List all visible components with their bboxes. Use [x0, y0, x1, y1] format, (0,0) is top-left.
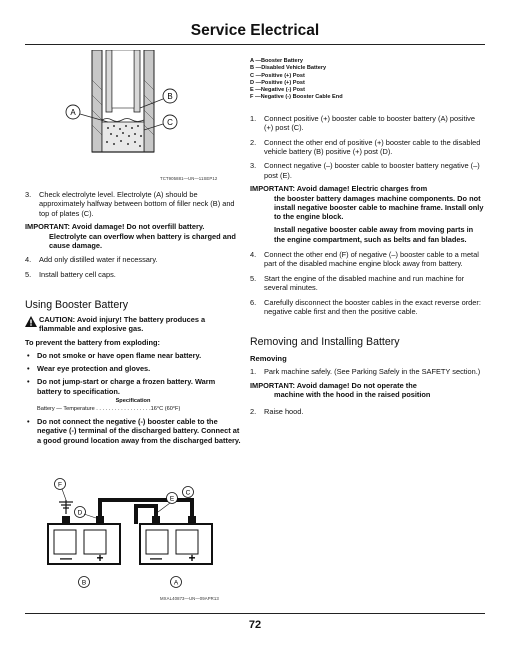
- plus-a: +: [188, 551, 196, 565]
- label-d: D: [77, 509, 83, 517]
- boost-step-2: 2. Connect the other end of positive (+) booster cable to the disabled vehicle battery (B) positive (+) post (D).: [250, 137, 481, 156]
- page-title: Service Electrical: [190, 22, 320, 39]
- minus-b: —: [60, 551, 72, 565]
- step-3: 3. Check electrolyte level. Electrolyte (A) should be approximately halfway between bottom of filler neck (B) and top of plates (C).: [25, 190, 235, 218]
- booster-cable-figure: [40, 478, 240, 590]
- caution-block: CAUTION: Avoid injury! The battery produces a flammable and explosive gas.: [25, 315, 241, 334]
- label-f: F: [58, 481, 62, 489]
- label-b: B: [81, 579, 87, 587]
- label-c: C: [167, 118, 173, 127]
- legend: [250, 58, 486, 102]
- remove-step-1: 1. Park machine safely. (See Parking Safely in the SAFETY section.): [250, 367, 481, 377]
- legend-item: B —Disabled Vehicle Battery: [250, 65, 327, 72]
- label-a: A: [70, 108, 76, 117]
- boost-step-3: 3. Connect negative (–) booster cable to booster battery negative (–) post (E).: [250, 161, 480, 180]
- step-5: 5. Install battery cell caps.: [25, 269, 116, 279]
- warning-icon: [25, 316, 37, 327]
- bullet-no-smoke: • Do not smoke or have open flame near battery.: [25, 351, 241, 360]
- important-overfill: IMPORTANT: Avoid damage! Do not overfill battery. Electrolyte can overflow when battery is charged and cause damage.: [25, 222, 236, 250]
- removing-subheading: Removing: [250, 354, 287, 364]
- bullet-frozen-battery: • Do not jump-start or charge a frozen battery. Warm battery to specification.: [25, 377, 241, 396]
- footer-rule: [25, 613, 485, 614]
- spec-row: Battery — Temperature . . . . . . . . . . . . . . . . . .16°C (60°F): [37, 406, 181, 412]
- legend-item: C —Positive (+) Post: [250, 72, 305, 79]
- label-c: C: [185, 489, 191, 497]
- important-electric: IMPORTANT: Avoid damage! Electric charges from the booster battery damages machine components. Do not install negative booster cable to machine frame. Install only to the engine block. Install negative booster cable away from moving parts in the engine compartment, such as belts and fan blades.: [250, 184, 484, 244]
- label-e: E: [169, 495, 175, 503]
- legend-item: F —Negative (-) Booster Cable End: [250, 94, 343, 101]
- label-b: B: [167, 92, 173, 101]
- bullet-eye-protection: • Wear eye protection and gloves.: [25, 364, 241, 373]
- spec-heading: Specification: [115, 398, 151, 404]
- booster-heading: Using Booster Battery: [25, 298, 129, 311]
- step-4: 4. Add only distilled water if necessary.: [25, 255, 158, 265]
- minus-a: —: [150, 551, 162, 565]
- figure2-caption: MXAL40873—UN—09APR13: [160, 596, 219, 601]
- boost-step-5: 5. Start the engine of the disabled machine and run machine for several minutes.: [250, 273, 465, 293]
- boost-step-6: 6. Carefully disconnect the booster cables in the exact reverse order: negative cable first and then the positive cable.: [250, 297, 481, 317]
- bullet-negative-cable: • Do not connect the negative (-) booster cable to the negative (-) terminal of the discharged battery. Connect at a good ground location away from the discharged battery.: [25, 417, 241, 445]
- header-rule: [25, 44, 485, 45]
- prevent-text: To prevent the battery from exploding:: [25, 337, 160, 347]
- legend-item: D —Positive (+) Post: [250, 79, 305, 86]
- boost-step-1: 1. Connect positive (+) booster cable to booster battery (A) positive (+) post (C).: [250, 113, 475, 133]
- electrolyte-level-figure: [60, 50, 190, 168]
- boost-step-4: 4. Connect the other end (F) of negative (–) booster cable to a metal part of the disabled machine engine block away from battery.: [250, 250, 479, 269]
- remove-step-2: 2. Raise hood.: [250, 407, 304, 417]
- plus-b: +: [96, 551, 104, 565]
- legend-item: E —Negative (-) Post: [250, 87, 306, 94]
- label-a: A: [173, 579, 179, 587]
- figure1-caption: TCT905881—UN—11SEP12: [160, 176, 218, 181]
- removing-heading: Removing and Installing Battery: [250, 336, 400, 349]
- page-number: 72: [248, 619, 262, 631]
- legend-item: A —Booster Battery: [250, 58, 303, 64]
- important-hood: IMPORTANT: Avoid damage! Do not operate the machine with the hood in the raised position: [250, 380, 431, 400]
